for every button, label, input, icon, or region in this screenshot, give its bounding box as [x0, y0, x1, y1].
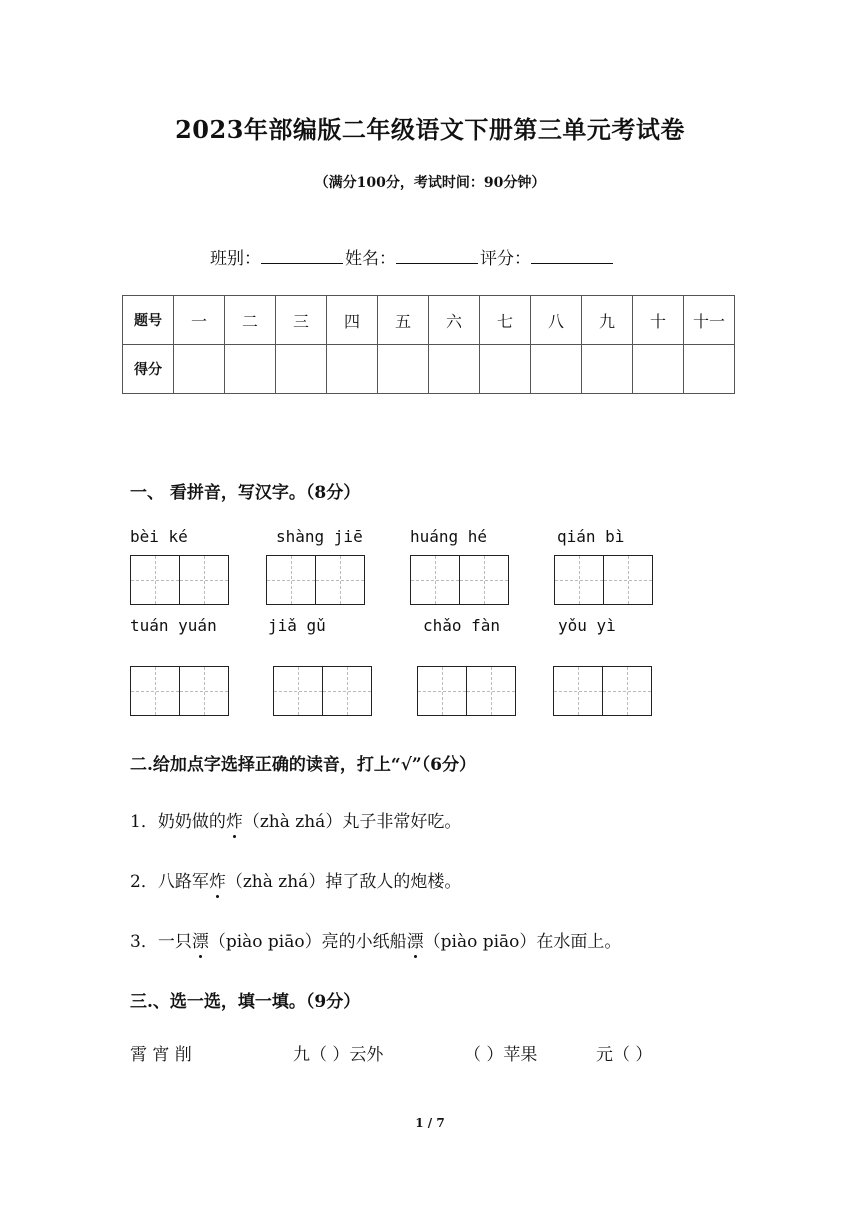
col-5: 五	[378, 296, 429, 345]
pinyin-3: huáng hé	[410, 527, 488, 546]
question-1	[130, 807, 461, 832]
col-8: 八	[531, 296, 582, 345]
q3-dotted-char-1: 漂	[191, 932, 209, 952]
row-label-question: 题号	[123, 296, 174, 345]
class-blank[interactable]	[261, 247, 343, 264]
question-3	[130, 927, 621, 952]
col-10: 十	[633, 296, 684, 345]
fill-blank-3[interactable]: 元（ ）	[596, 1045, 653, 1065]
col-7: 七	[480, 296, 531, 345]
tian-box-pair-7[interactable]	[417, 666, 516, 716]
tian-box[interactable]	[604, 555, 653, 605]
section3-heading: 三.、选一选，填一填。（9分）	[130, 992, 361, 1012]
page-number: 1 / 7	[415, 1116, 445, 1130]
row-label-score: 得分	[123, 345, 174, 394]
q3-suffix: （piào piāo）在水面上。	[423, 932, 622, 952]
score-blank[interactable]	[531, 247, 613, 264]
tian-box[interactable]	[460, 555, 509, 605]
score-cell[interactable]	[480, 345, 531, 394]
score-cell[interactable]	[531, 345, 582, 394]
class-label: 班别：	[210, 249, 261, 269]
tian-box-pair-6[interactable]	[273, 666, 372, 716]
q1-suffix: （zhà zhá）丸子非常好吃。	[242, 812, 462, 832]
tian-box-pair-3[interactable]	[410, 555, 509, 605]
tian-box[interactable]	[417, 666, 467, 716]
tian-box[interactable]	[273, 666, 323, 716]
score-cell[interactable]	[582, 345, 633, 394]
pinyin-5: tuán yuán	[130, 616, 217, 635]
score-table	[122, 295, 735, 394]
name-blank[interactable]	[396, 247, 478, 264]
score-table-header-row	[123, 296, 735, 345]
q3-dotted-char-2: 漂	[406, 932, 424, 952]
col-1: 一	[174, 296, 225, 345]
name-label: 姓名：	[345, 249, 396, 269]
tian-box[interactable]	[553, 666, 603, 716]
tian-box[interactable]	[316, 555, 365, 605]
section2-heading: 二.给加点字选择正确的读音，打上“√”（6分）	[130, 755, 476, 775]
col-6: 六	[429, 296, 480, 345]
q2-suffix: （zhà zhá）掉了敌人的炮楼。	[225, 872, 462, 892]
q1-prefix: 1．奶奶做的	[130, 812, 226, 832]
tian-box-pair-4[interactable]	[554, 555, 653, 605]
pinyin-6: jiǎ gǔ	[268, 616, 326, 635]
fill-blank-2[interactable]: （ ）苹果	[464, 1045, 538, 1065]
question-2	[130, 867, 461, 892]
page-title: 2023年部编版二年级语文下册第三单元考试卷	[175, 115, 685, 144]
tian-box[interactable]	[130, 666, 180, 716]
tian-box[interactable]	[180, 666, 229, 716]
tian-box-pair-5[interactable]	[130, 666, 229, 716]
tian-box[interactable]	[410, 555, 460, 605]
pinyin-1: bèi ké	[130, 527, 188, 546]
pinyin-8: yǒu yì	[558, 616, 616, 635]
pinyin-4: qián bì	[557, 527, 625, 546]
pinyin-7: chǎo fàn	[423, 616, 501, 635]
tian-box-pair-8[interactable]	[553, 666, 652, 716]
col-9: 九	[582, 296, 633, 345]
q2-prefix: 2．八路军	[130, 872, 209, 892]
tian-box[interactable]	[130, 555, 180, 605]
tian-box[interactable]	[323, 666, 372, 716]
page-subtitle: （满分100分，考试时间：90分钟）	[314, 175, 546, 191]
choice-chars: 霄 宵 削	[130, 1045, 192, 1065]
q1-dotted-char: 炸	[225, 812, 243, 832]
score-cell[interactable]	[174, 345, 225, 394]
pinyin-2: shàng jiē	[276, 527, 363, 546]
student-info	[210, 244, 615, 269]
score-cell[interactable]	[429, 345, 480, 394]
tian-box[interactable]	[467, 666, 516, 716]
score-cell[interactable]	[633, 345, 684, 394]
tian-box[interactable]	[603, 666, 652, 716]
score-table-score-row	[123, 345, 735, 394]
tian-box[interactable]	[266, 555, 316, 605]
fill-blank-1[interactable]: 九（ ）云外	[293, 1045, 384, 1065]
tian-box[interactable]	[554, 555, 604, 605]
col-3: 三	[276, 296, 327, 345]
section1-heading: 一、 看拼音，写汉字。（8分）	[130, 483, 361, 503]
q3-prefix: 3．一只	[130, 932, 192, 952]
score-label: 评分：	[480, 249, 531, 269]
score-cell[interactable]	[225, 345, 276, 394]
tian-box-pair-1[interactable]	[130, 555, 229, 605]
col-4: 四	[327, 296, 378, 345]
score-cell[interactable]	[327, 345, 378, 394]
col-2: 二	[225, 296, 276, 345]
score-cell[interactable]	[378, 345, 429, 394]
tian-box-pair-2[interactable]	[266, 555, 365, 605]
q3-middle: （piào piāo）亮的小纸船	[208, 932, 407, 952]
tian-box[interactable]	[180, 555, 229, 605]
score-cell[interactable]	[276, 345, 327, 394]
q2-dotted-char: 炸	[208, 872, 226, 892]
col-11: 十一	[684, 296, 735, 345]
score-cell[interactable]	[684, 345, 735, 394]
